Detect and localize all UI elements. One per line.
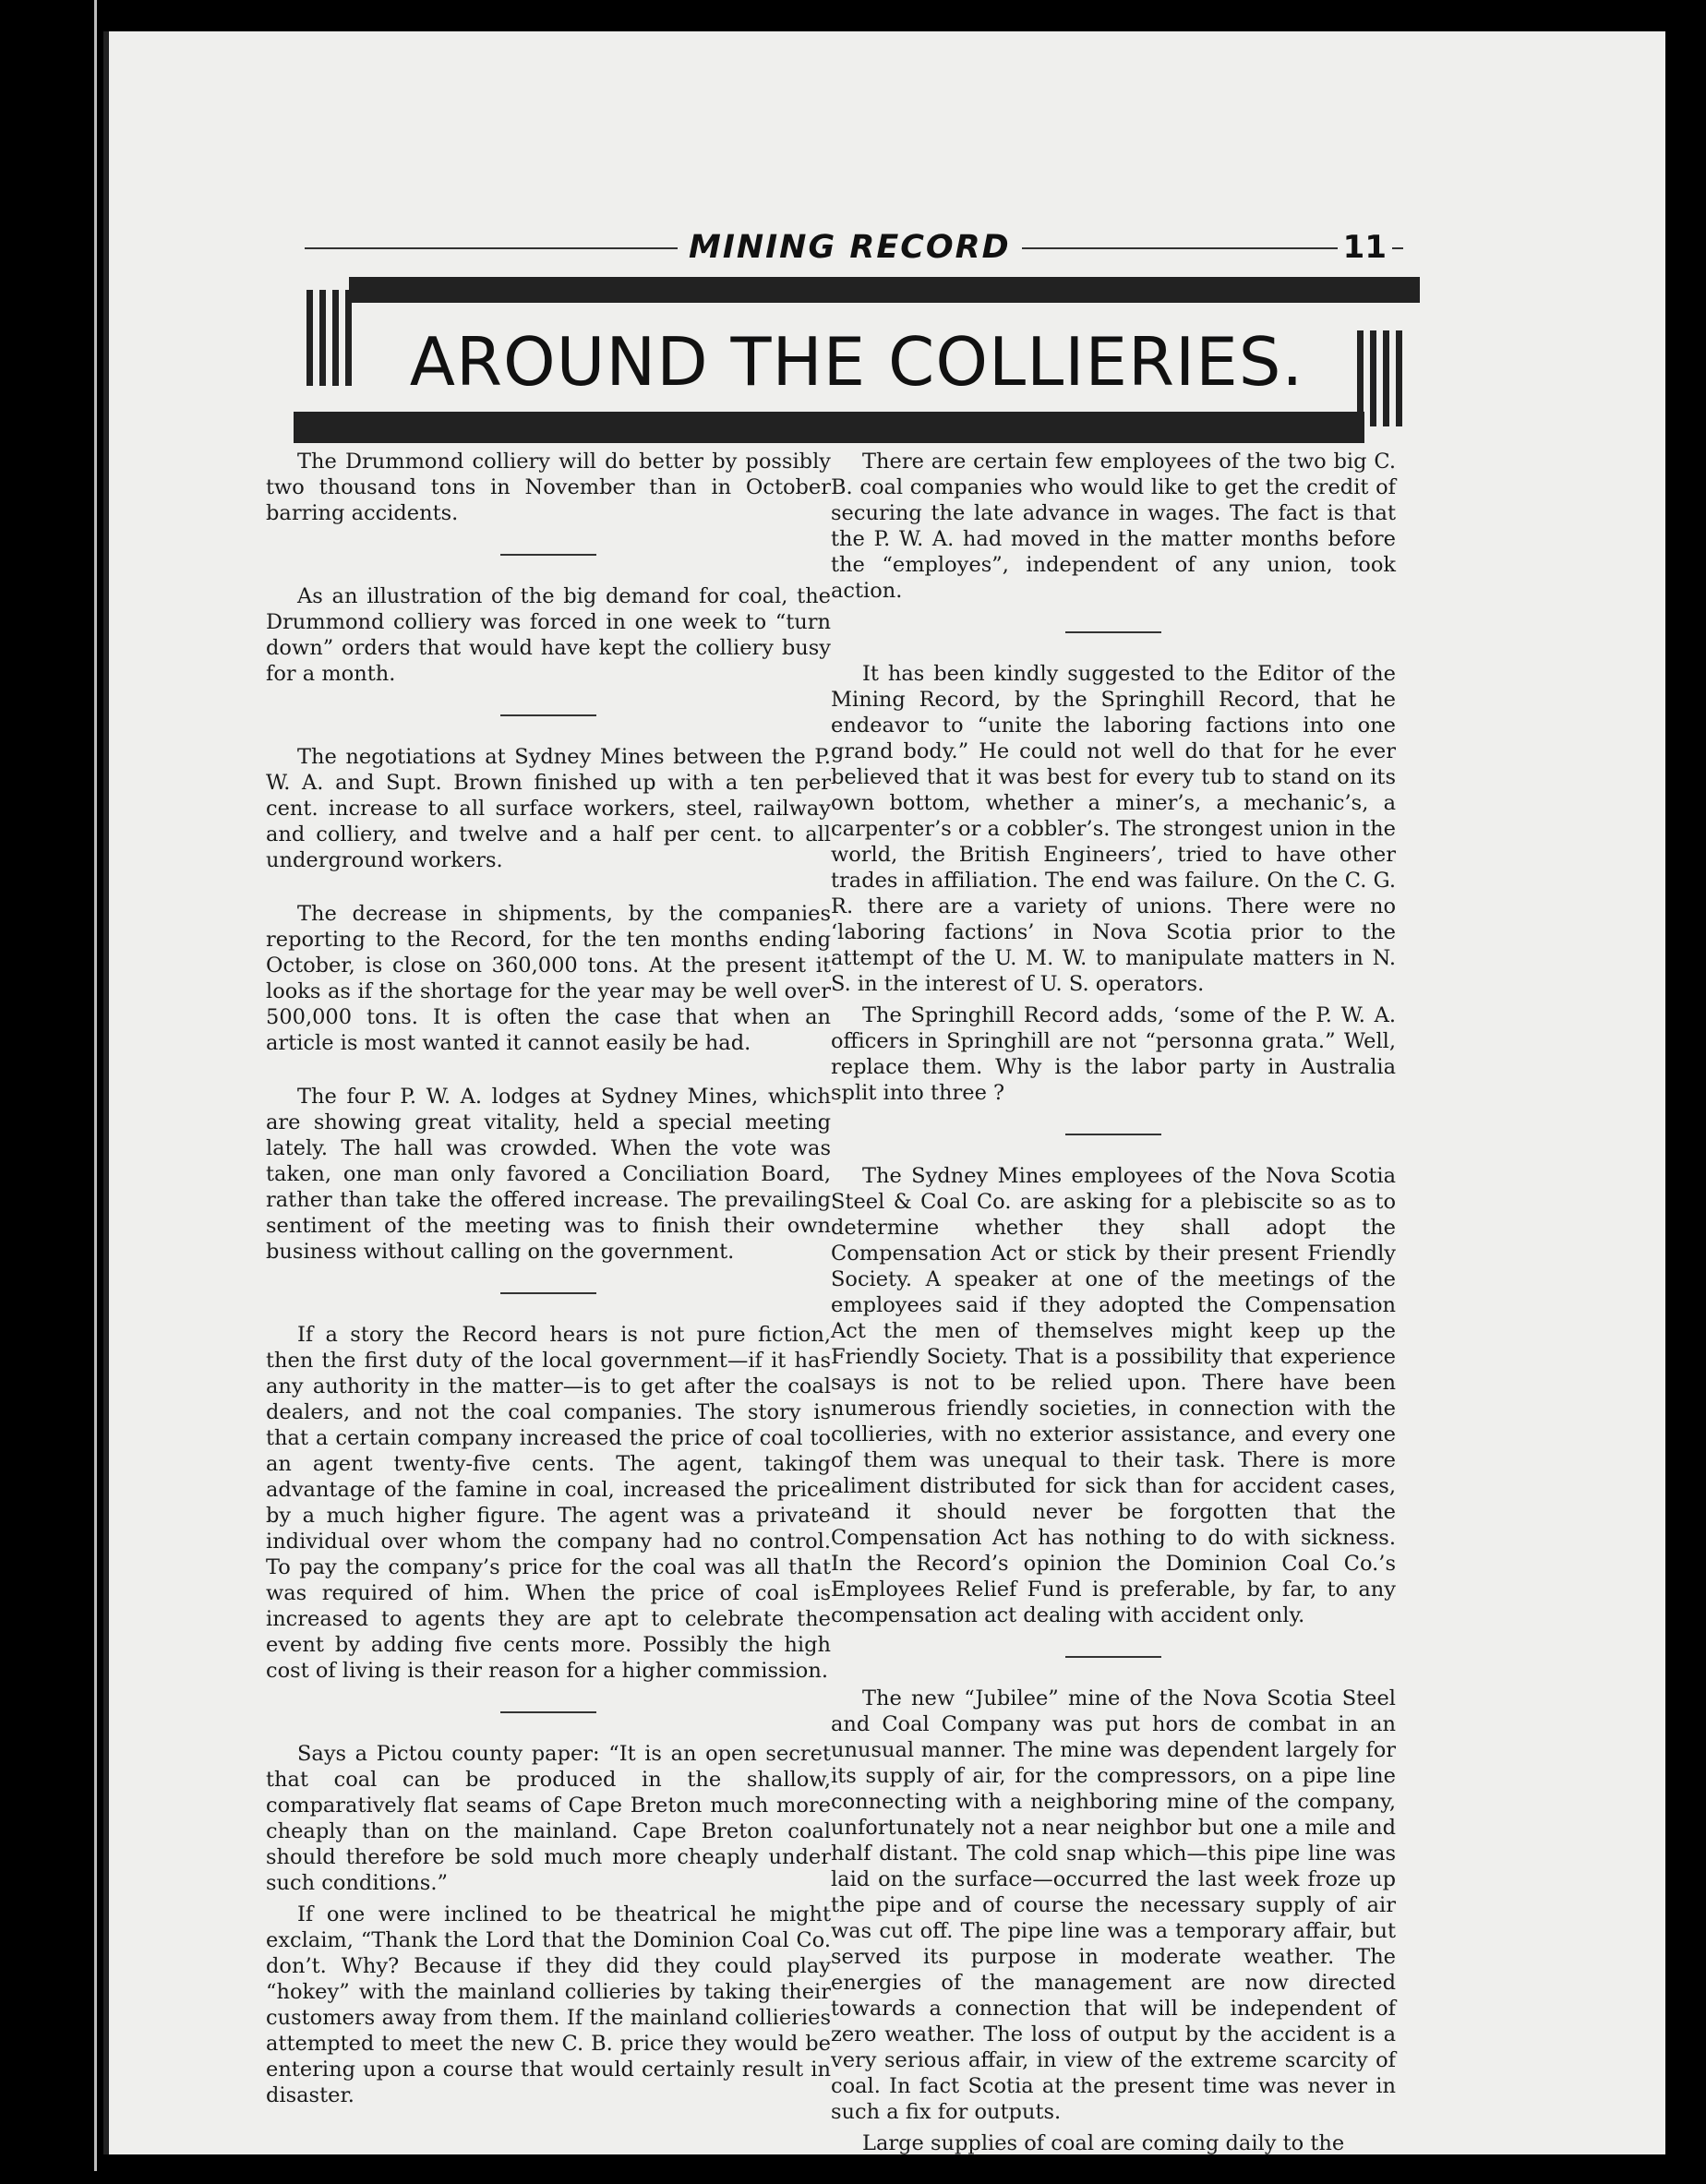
- section-title: AROUND THE COLLIERIES.: [409, 323, 1304, 401]
- paragraph: The negotiations at Sydney Mines between the P. W. A. and Supt. Brown finished up with a ten per cent. increase to all surface workers, steel, railway and colliery, and twelve and a half per cent. to all underground workers.: [266, 745, 831, 872]
- separator-rule: [1065, 631, 1161, 633]
- paragraph: The Springhill Record adds, ‘some of the P. W. A. officers in Springhill are not “personna grata.” Well, replace them. Why is the labor party in Australia split into three ?: [831, 1003, 1396, 1105]
- paragraph: The four P. W. A. lodges at Sydney Mines, which are showing great vitality, held a special meeting lately. The hall was crowded. When the vote was taken, one man only favored a Conciliation Board, rather than take the offered increase. The prevailing sentiment of the meeting was to finish their own business without calling on the government.: [266, 1085, 831, 1264]
- banner-top-bar: [349, 277, 1420, 303]
- masthead-title: MINING RECORD: [678, 229, 1022, 266]
- paragraph: As an illustration of the big demand for coal, the Drummond colliery was forced in one week to “turn down” orders that would have kept the colliery busy for a month.: [266, 584, 831, 686]
- spine-edge: [94, 0, 97, 2171]
- right-column: [831, 449, 1396, 2184]
- paragraph: Large supplies of coal are coming daily to the: [862, 2131, 1345, 2155]
- paragraph: The Sydney Mines employees of the Nova Scotia Steel & Coal Co. are asking for a plebiscite so as to determine whether they shall adopt the Compensation Act or stick by their present Friendly Society. A speaker at one of the meetings of the employees said if they adopted the Compensation Act the men of themselves might keep up the Friendly Society. That is a possibility that experience says is not to be relied upon. There have been numerous friendly societies, in connection with the collieries, with no exterior assistance, and every one of them was unequal to their task. There is more aliment distributed for sick than for accident cases, and it should never be forgotten that the Compensation Act has nothing to do with sickness. In the Record’s opinion the Dominion Coal Co.’s Employees Relief Fund is preferable, by far, to any compensation act dealing with accident only.: [831, 1164, 1396, 1627]
- paragraph: There are certain few employees of the two big C. B. coal companies who would like to get the credit of securing the late advance in wages. The fact is that the P. W. A. had moved in the matter months before the “employes”, independent of any union, took action.: [831, 450, 1396, 603]
- banner-bottom-bar: [294, 412, 1364, 443]
- paragraph: The Drummond colliery will do better by possibly two thousand tons in November than in October barring accidents.: [266, 450, 831, 525]
- separator-rule: [500, 714, 596, 716]
- paragraph: Says a Pictou county paper: “It is an open secret that coal can be produced in the shallow, comparatively flat seams of Cape Breton much more cheaply than on the mainland. Cape Breton coal should therefore be sold much more cheaply under such conditions.”: [266, 1742, 831, 1895]
- paragraph: The decrease in shipments, by the companies reporting to the Record, for the ten months ending October, is close on 360,000 tons. At the present it looks as if the shortage for the year may be well over 500,000 tons. It is often the case that when an article is most wanted it cannot easily be had.: [266, 902, 831, 1055]
- paragraph: It has been kindly suggested to the Editor of the Mining Record, by the Springhill Record, that he endeavor to “unite the laboring factions into one grand body.” He could not well do that for he ever believed that it was best for every tub to stand on its own bottom, whether a miner’s, a mechanic’s, a carpenter’s or a cobbler’s. The strongest union in the world, the British Engineers’, tried to have other trades in affiliation. The end was failure. On the C. G. R. there are a variety of unions. There were no ‘laboring factions’ in Nova Scotia prior to the attempt of the U. M. W. to manipulate matters in N. S. in the interest of U. S. operators.: [831, 662, 1396, 996]
- left-column: [266, 449, 831, 2136]
- separator-rule: [500, 1711, 596, 1713]
- separator-rule: [1065, 1134, 1161, 1135]
- paragraph: If one were inclined to be theatrical he might exclaim, “Thank the Lord that the Dominion Coal Co. don’t. Why? Because if they did they could play “hokey” with the mainland collieries by taking their customers away from them. If the mainland collieries attempted to meet the new C. B. price they would be entering upon a course that would certainly result in disaster.: [266, 1902, 831, 2107]
- separator-rule: [500, 1292, 596, 1294]
- separator-rule: [1065, 1656, 1161, 1658]
- section-banner: [294, 262, 1420, 467]
- book-spine: [0, 0, 103, 2171]
- page-number: 11: [1338, 229, 1392, 266]
- masthead: [305, 229, 1403, 266]
- separator-rule: [500, 554, 596, 556]
- paragraph: If a story the Record hears is not pure fiction, then the first duty of the local government—if it has any authority in the matter—is to get after the coal dealers, and not the coal companies. The story is that a certain company increased the price of coal to an agent twenty-five cents. The agent, taking advantage of the famine in coal, increased the price by a much higher figure. The agent was a private individual over whom the company had no control. To pay the company’s price for the coal was all that was required of him. When the price of coal is increased to agents they are apt to celebrate the event by adding five cents more. Possibly the high cost of living is their reason for a higher commission.: [266, 1323, 831, 1683]
- paragraph: The new “Jubilee” mine of the Nova Scotia Steel and Coal Company was put hors de combat in an unusual manner. The mine was dependent largely for its supply of air, for the compressors, on a pipe line connecting with a neighboring mine of the company, unfortunately not a near neighbor but one a mile and half distant. The cold snap which—this pipe line was laid on the surface—occurred the last week froze up the pipe and of course the necessary supply of air was cut off. The pipe line was a temporary affair, but served its purpose in moderate weather. The energies of the management are now directed towards a connection that will be independent of zero weather. The loss of output by the accident is a very serious affair, in view of the extreme scarcity of coal. In fact Scotia at the present time was never in such a fix for outputs.: [831, 1686, 1396, 2124]
